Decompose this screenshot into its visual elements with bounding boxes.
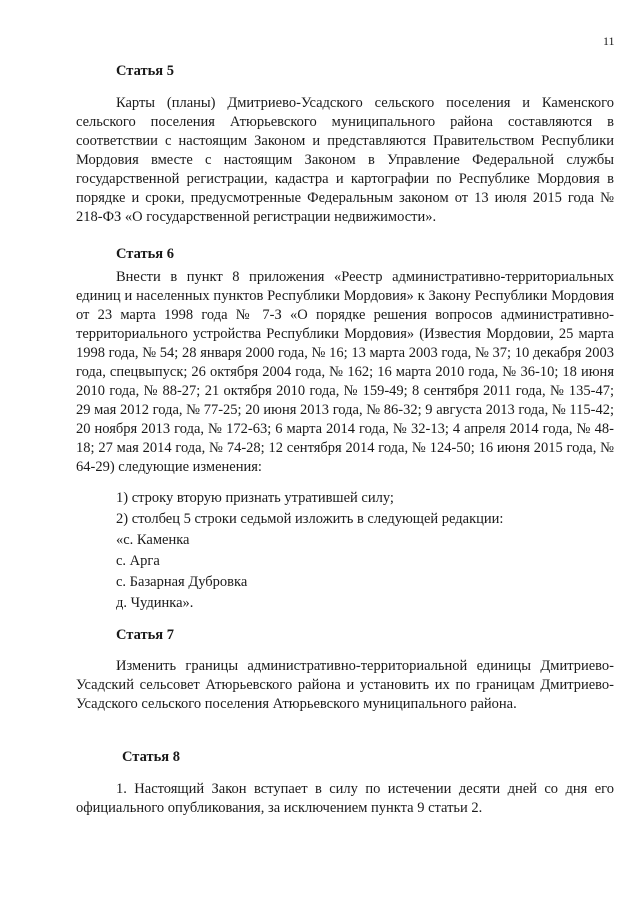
list-item: с. Базарная Дубровка <box>116 574 248 590</box>
article-5-heading: Статья 5 <box>116 63 174 79</box>
article-5-text: Карты (планы) Дмитриево-Усадского сельского поселения и Каменского сельского поселения Атюрьевского муниципального района составляются в соответствии с настоящим Законом и представляются Правительством Республики Мордовия вместе с настоящим Законом в Управление Федеральной службы государственной регистрации, кадастра и картографии по Республике Мордовия в порядке и сроки, предусмотренные Федеральным законом от 13 июля 2015 года № 218-ФЗ «О государственной регистрации недвижимости». <box>76 95 614 225</box>
article-5-heading-block <box>76 62 614 80</box>
list-item: д. Чудинка». <box>116 595 194 611</box>
article-7-text: Изменить границы административно-территориальной единицы Дмитриево-Усадский сельсовет Атюрьевского района и установить их по границам Дмитриево-Усадского сельского поселения Атюрьевского муниципального района. <box>76 658 614 712</box>
list-item: «с. Каменка <box>116 532 190 548</box>
article-6-items <box>76 488 614 614</box>
article-6-heading: Статья 6 <box>116 246 174 262</box>
article-6-heading-block <box>76 245 614 263</box>
list-item: с. Арга <box>116 553 160 569</box>
article-8-heading: Статья 8 <box>122 749 180 765</box>
article-7-heading: Статья 7 <box>116 627 174 643</box>
article-6-text: Внести в пункт 8 приложения «Реестр административно-территориальных единиц и населенных пунктов Республики Мордовия» к Закону Республики Мордовия от 23 марта 1998 года № 7-З «О порядке решения вопросов административно-территориального устройства Республики Мордовия» (Известия Мордовии, 25 марта 1998 года, № 54; 28 января 2000 года, № 16; 13 марта 2003 года, № 37; 10 декабря 2003 года, спецвыпуск; 26 октября 2004 года, № 162; 16 марта 2010 года, № 36-10; 18 июня 2010 года, № 88-27; 21 октября 2010 года, № 159-49; 8 сентября 2011 года, № 135-47; 29 мая 2012 года, № 77-25; 20 июня 2013 года, № 86-32; 9 августа 2013 года, № 115-42; 20 ноября 2013 года, № 172-63; 6 марта 2014 года, № 32-13; 4 апреля 2014 года, № 48-18; 27 мая 2014 года, № 74-28; 12 сентября 2014 года, № 124-50; 16 июня 2015 года, № 64-29) следующие изменения: <box>76 269 614 475</box>
page-number: 11 <box>603 34 615 48</box>
list-item: 1) строку вторую признать утратившей силу; <box>116 490 394 506</box>
article-7-heading-block <box>76 626 614 644</box>
article-5-section <box>76 94 614 227</box>
list-item: 2) столбец 5 строки седьмой изложить в следующей редакции: <box>116 511 504 527</box>
article-8-section <box>76 780 614 818</box>
article-6-section <box>76 268 614 477</box>
article-8-heading-block <box>76 748 614 766</box>
article-8-text: 1. Настоящий Закон вступает в силу по истечении десяти дней со дня его официального опубликования, за исключением пункта 9 статьи 2. <box>76 781 614 816</box>
article-7-section <box>76 657 614 714</box>
